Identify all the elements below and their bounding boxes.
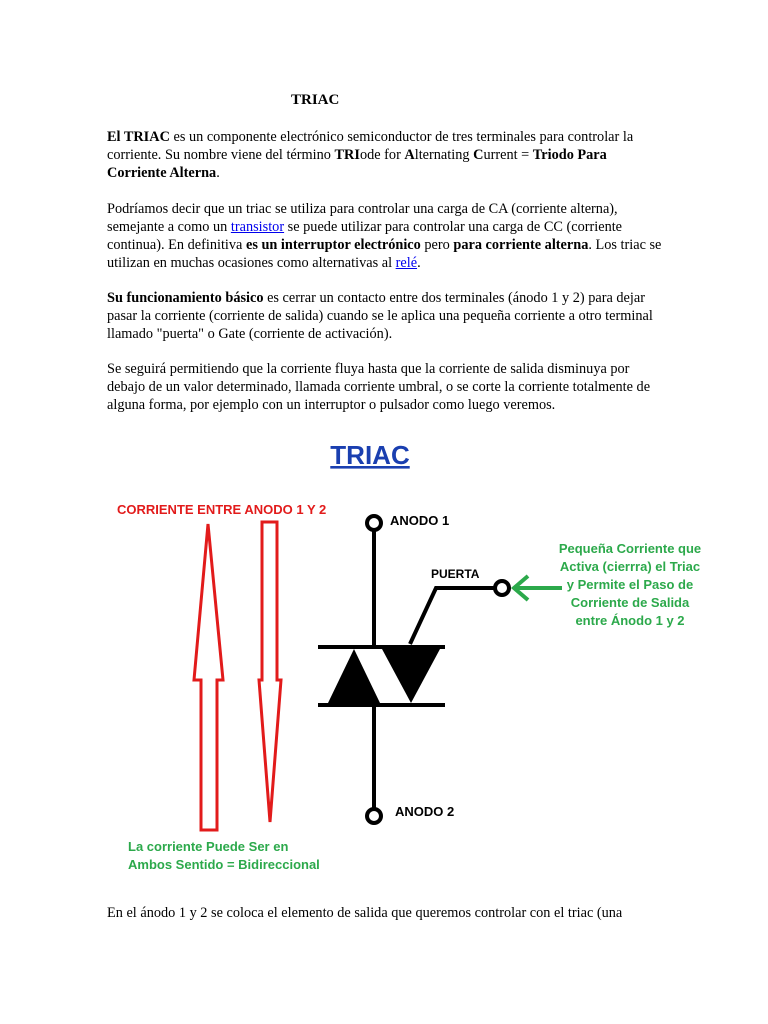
red-label: CORRIENTE ENTRE ANODO 1 Y 2 xyxy=(117,502,327,517)
paragraph-intro xyxy=(107,128,667,182)
paragraph-usage xyxy=(107,200,667,272)
text: . xyxy=(417,255,421,271)
triac-diagram xyxy=(100,430,760,890)
bold-text: Triodo Para Corriente Alterna xyxy=(107,147,607,181)
anode2-terminal xyxy=(367,809,381,823)
green-note-line-1: Pequeña Corriente que xyxy=(558,541,702,556)
anode1-terminal xyxy=(367,516,381,530)
triac-triangle-right xyxy=(382,649,440,703)
text: Se seguirá permitiendo que la corriente fluya hasta que la corriente de salida disminuya por debajo de un valor determinado, llamada corriente umbral, o se corte la corriente totalmente de alguna forma, por ejemplo con un interruptor o pulsador como luego veremos. xyxy=(107,361,651,413)
green-note-line-5: entre Ánodo 1 y 2 xyxy=(575,613,685,628)
text: ode for xyxy=(359,147,405,163)
bold-text: El TRIAC xyxy=(107,129,170,145)
green-note-line-3: y Permite el Paso de xyxy=(566,577,694,592)
green-note-line-2: Activa (cierrra) el Triac xyxy=(559,559,701,574)
text: . xyxy=(216,165,220,181)
gate-terminal xyxy=(495,581,509,595)
anodo1-label: ANODO 1 xyxy=(390,513,450,528)
bold-text: para corriente alterna xyxy=(453,237,589,253)
diagram-title: TRIAC xyxy=(330,440,410,470)
green-bottom-line-2: Ambos Sentido = Bidireccional xyxy=(128,857,320,872)
text: En el ánodo 1 y 2 se coloca el elemento de salida que queremos controlar con el triac (una xyxy=(107,905,623,921)
bold-text: TRI xyxy=(334,147,360,163)
text: es un componente electrónico semiconductor de tres terminales para controlar la corriente. Su nombre viene del término xyxy=(107,129,634,163)
puerta-label: PUERTA xyxy=(431,567,480,581)
text: Podríamos decir que un triac se utiliza para controlar una carga de CA (corriente alterna), semejante a como un xyxy=(107,201,618,235)
up-arrow xyxy=(194,524,223,830)
bold-text: C xyxy=(473,147,484,163)
text: urrent = xyxy=(483,147,533,163)
link-rele[interactable]: relé xyxy=(395,255,418,271)
text: se puede utilizar para controlar una carga de CC (corriente continua). En definitiva xyxy=(107,219,623,253)
paragraph-threshold xyxy=(107,360,667,414)
paragraph-function xyxy=(107,289,667,343)
bold-text: es un interruptor electrónico xyxy=(245,237,421,253)
text: es cerrar un contacto entre dos terminales (ánodo 1 y 2) para dejar pasar la corriente (corriente de salida) cuando se le aplica una pequeña corriente a otro terminal llamado "puerta" o Gate (corriente de activación). xyxy=(107,290,653,342)
text: lternating xyxy=(414,147,474,163)
link-transistor[interactable]: transistor xyxy=(230,219,285,235)
text: pero xyxy=(420,237,454,253)
paragraph-output xyxy=(107,904,667,922)
down-arrow xyxy=(259,522,281,822)
gate-arrow xyxy=(514,576,562,600)
anodo2-label: ANODO 2 xyxy=(395,804,455,819)
triac-triangle-left xyxy=(328,649,380,703)
text: . Los triac se utilizan en muchas ocasiones como alternativas al xyxy=(107,237,662,271)
bold-text: A xyxy=(404,147,415,163)
bold-text: Su funcionamiento básico xyxy=(107,290,264,306)
gate-lead xyxy=(410,588,496,644)
green-note-line-4: Corriente de Salida xyxy=(570,595,690,610)
page-title: TRIAC xyxy=(291,92,340,108)
green-bottom-line-1: La corriente Puede Ser en xyxy=(128,839,289,854)
